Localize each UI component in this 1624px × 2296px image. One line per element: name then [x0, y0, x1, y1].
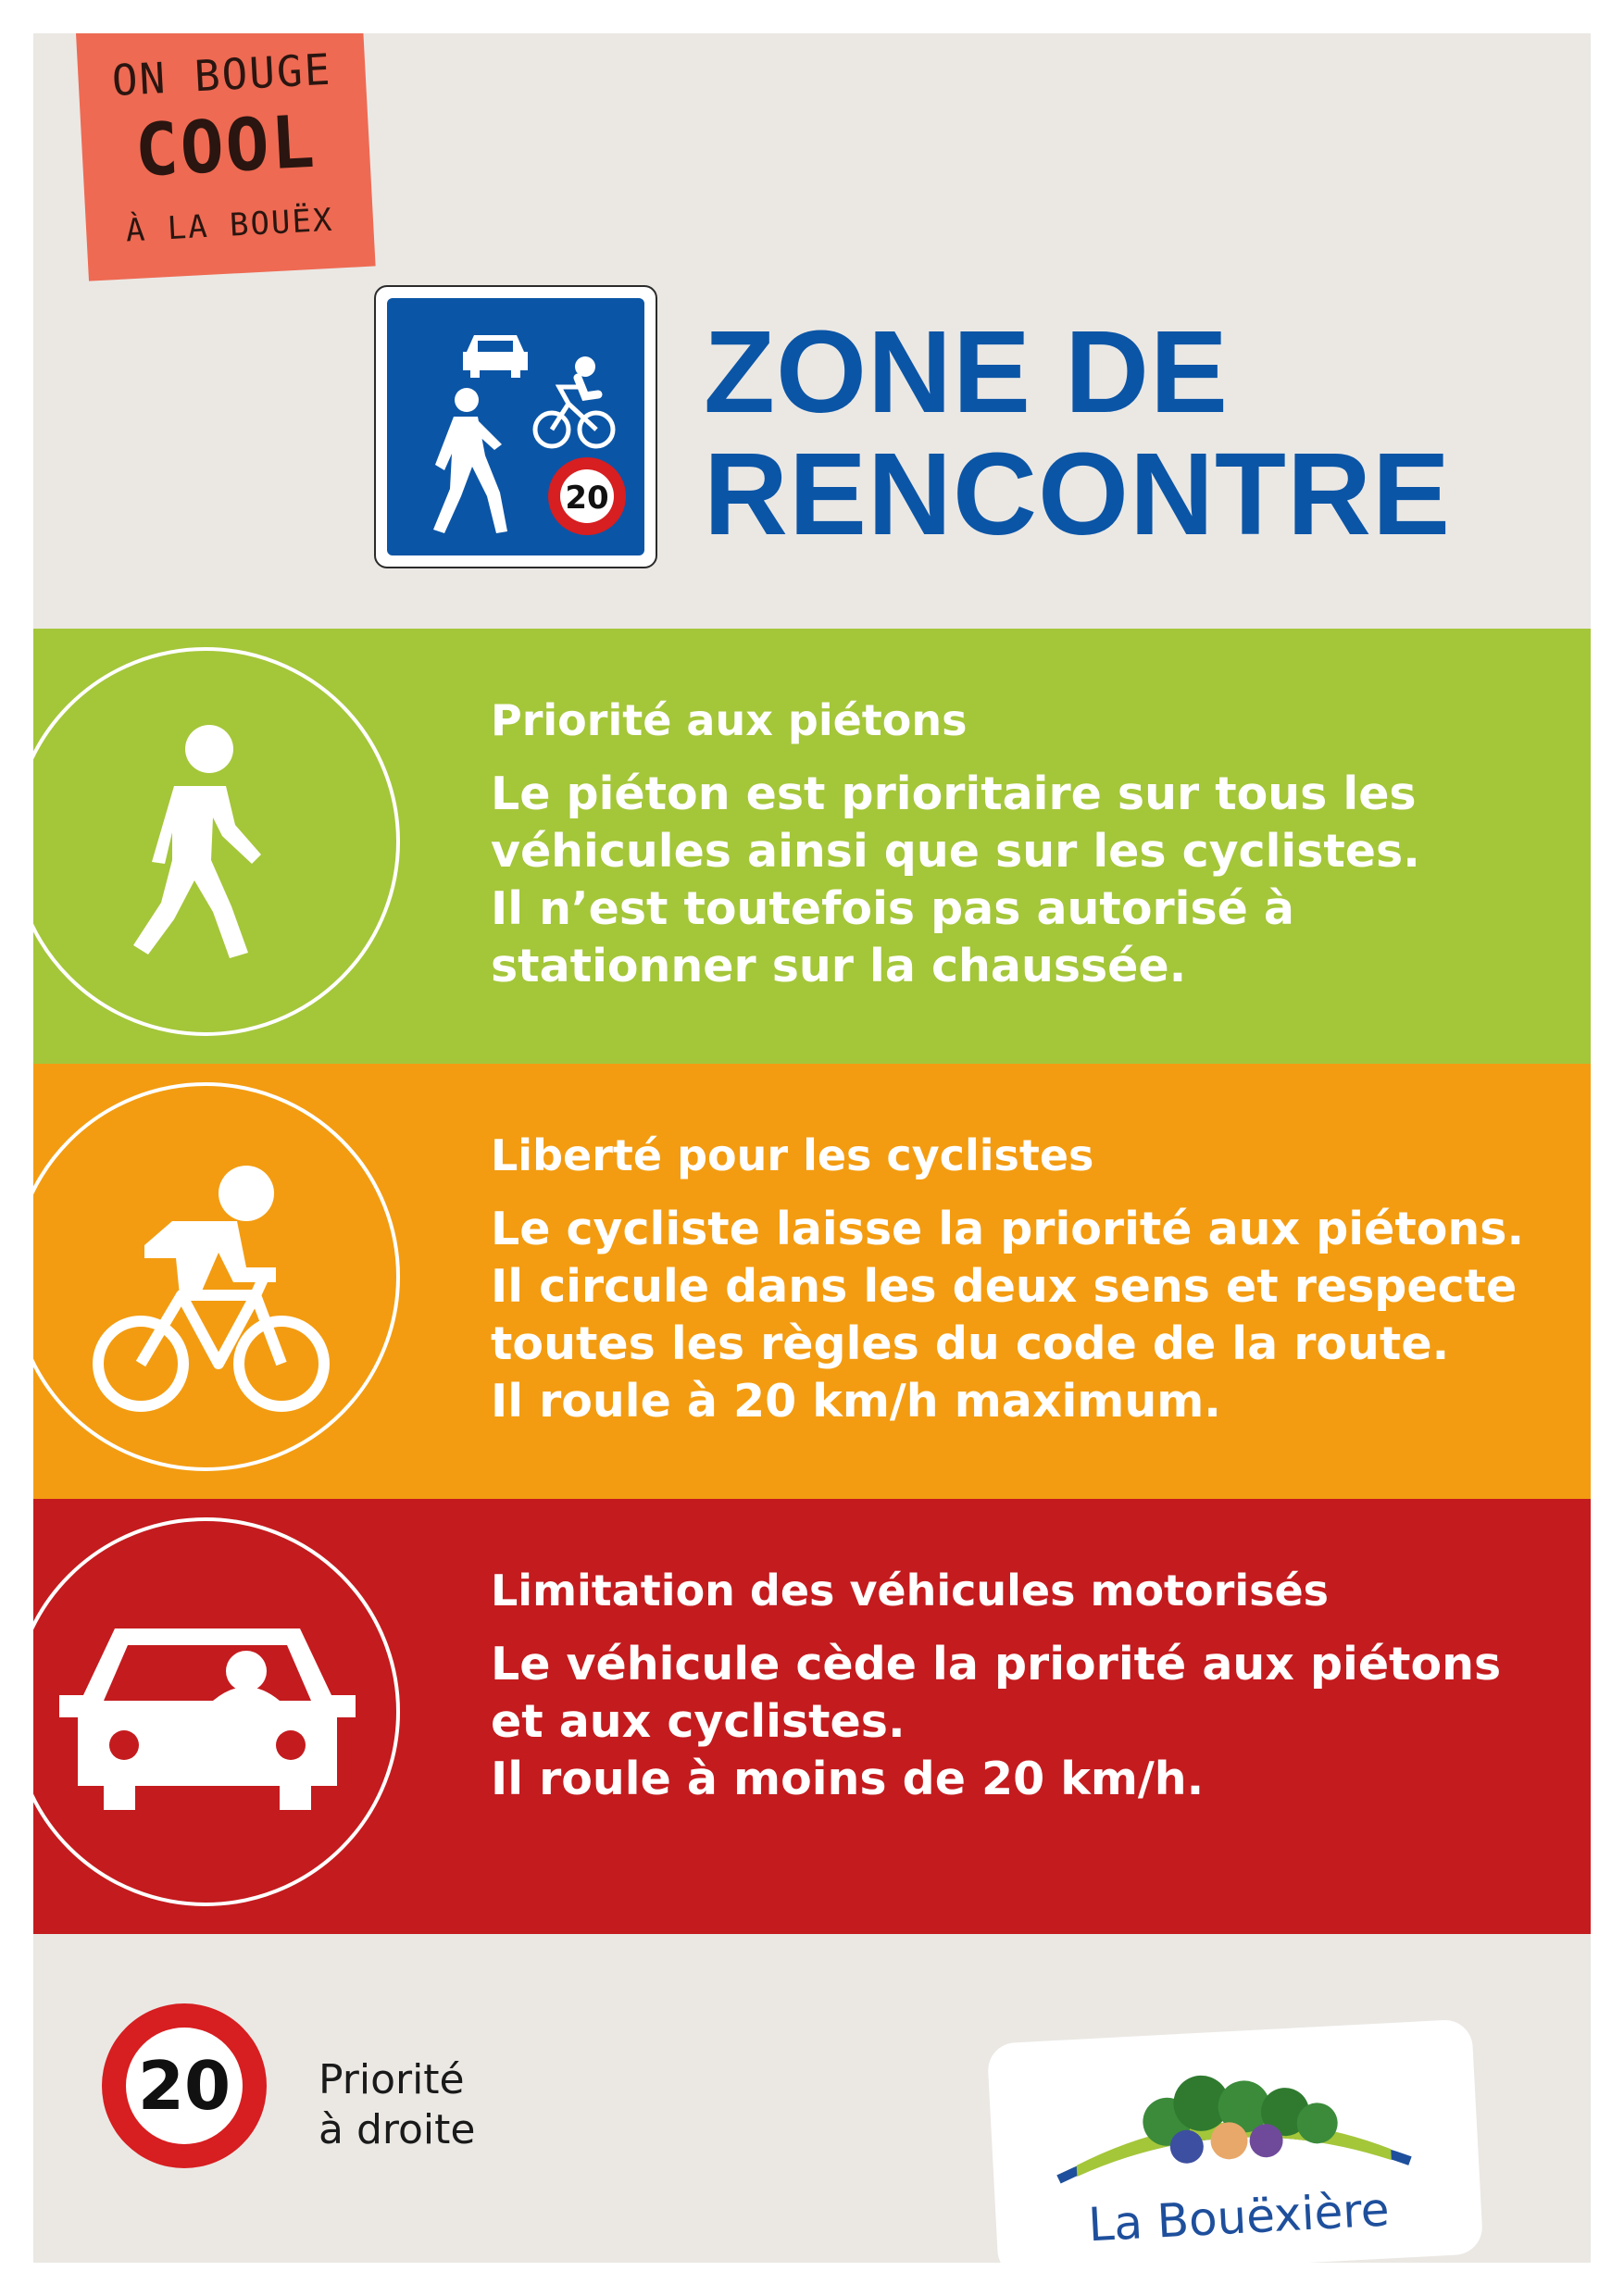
section-body: [491, 1201, 1565, 1430]
title-line-2: RENCONTRE: [704, 429, 1452, 559]
priority-line-2: à droite: [319, 2106, 476, 2153]
section-line: véhicules ainsi que sur les cyclistes.: [491, 825, 1420, 878]
speed-limit-value: 20: [126, 2028, 243, 2144]
poster: [33, 33, 1591, 2263]
section-heading: Limitation des véhicules motorisés: [491, 1566, 1330, 1616]
section-motor-vehicles: [33, 1499, 1591, 1934]
section-line: Le piéton est prioritaire sur tous les: [491, 767, 1417, 820]
priority-right-text: [319, 2055, 475, 2155]
pedestrian-icon: [117, 721, 302, 962]
section-heading: Priorité aux piétons: [491, 695, 968, 745]
section-heading: Liberté pour les cyclistes: [491, 1130, 1094, 1180]
section-line: Il roule à 20 km/h maximum.: [491, 1375, 1221, 1428]
priority-line-1: Priorité: [319, 2056, 465, 2103]
car-icon: [50, 1610, 365, 1823]
on-bouge-cool-badge: [76, 33, 376, 281]
section-body: [491, 1636, 1565, 1808]
section-line: Il roule à moins de 20 km/h.: [491, 1753, 1205, 1805]
section-line: Le véhicule cède la priorité aux piétons: [491, 1638, 1502, 1691]
la-bouexiere-logo: [987, 2018, 1484, 2263]
section-line: toutes les règles du code de la route.: [491, 1317, 1450, 1370]
section-line: Le cycliste laisse la priorité aux piétons.: [491, 1203, 1525, 1255]
badge-line-1: ON BOUGE: [110, 44, 333, 106]
sign-car-icon: [463, 335, 528, 378]
section-line: Il circule dans les deux sens et respecte: [491, 1260, 1518, 1313]
badge-line-3: À LA BOUËX: [124, 201, 335, 250]
section-pedestrians: [33, 629, 1591, 1064]
sign-speed-value: 20: [565, 480, 609, 517]
section-line: Il n’est toutefois pas autorisé à: [491, 882, 1294, 935]
section-line: et aux cyclistes.: [491, 1695, 906, 1748]
zone-de-rencontre-sign: [374, 285, 657, 568]
speed-limit-sign: [102, 2003, 267, 2168]
section-cyclists: [33, 1064, 1591, 1499]
logo-name: La Bouëxière: [1086, 2182, 1391, 2252]
sign-pedestrian-icon: [433, 388, 507, 533]
badge-line-2: COOL: [132, 100, 319, 193]
page-title: [704, 306, 1452, 559]
cyclist-icon: [80, 1156, 339, 1416]
section-line: stationner sur la chaussée.: [491, 940, 1187, 992]
title-line-1: ZONE DE: [704, 306, 1230, 437]
section-body: [491, 766, 1565, 995]
